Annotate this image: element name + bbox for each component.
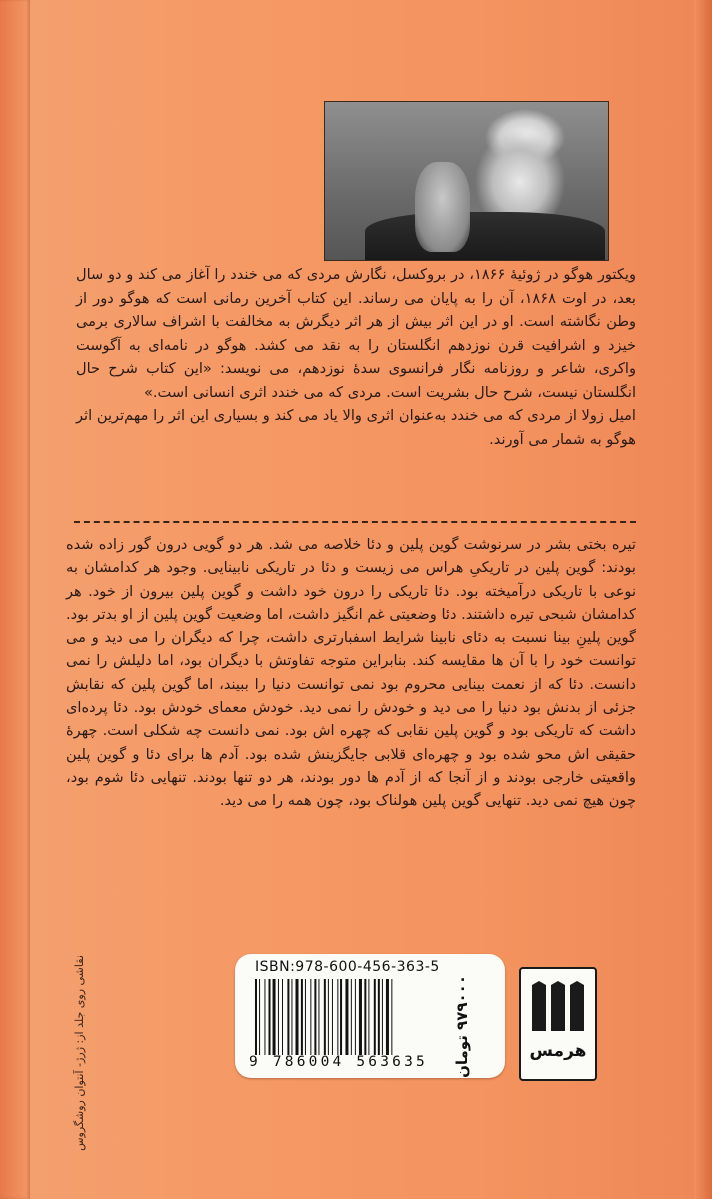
barcode-bar [364,979,366,1055]
barcode-bar [264,979,265,1055]
barcode-bar [386,979,389,1055]
barcode-bar [382,979,383,1055]
book-excerpt [66,533,636,813]
barcode-bar [378,979,380,1055]
barcode-bar [391,979,392,1055]
spine-edge-right [694,0,712,1199]
excerpt-paragraph: تیره بختی بشر در سرنوشت گوین پلین و دئا خلاصه می شد. هر دو گویی درون گور زاده شده بودند: گوین پلین در تاریکیِ هراس می زیست و دئا در تاریکی نابینایی. وجود هر کدامشان به نوعی با تاریکی درآمیخته بود. دئا تاریکی را درون خود داشت و گوین پلین بیرون از خود. هر کدامشان شبحی تیره داشتند. دئا وضعیتی غم انگیز داشت، اما وضعیت گوین پلین از او بدتر بود. گوین پلینِ بینا نسبت به دئای نابینا شرایط اسفبارتری داشت، چرا که دیگران را می دید و می توانست خود را با آن ها مقایسه کند. بنابراین متوجه تفاوتش با دیگران بود، اما دلیلش را نمی دانست. دئا که از نعمت بینایی محروم بود نمی توانست دنیا را ببیند، اما گوین پلین که نقابش جزئی از بدنش بود دنیا را می دید و خودش را نمی دید. خودش معمای خودش بود. دئا پرده‌ای داشت که تاریکی بود و گوین پلین نقابی که چهره اش بود. نمی دانست چه شکلی است. چهرهٔ حقیقی اش محو شده بود و چهره‌ای قلابی جایگزینش شده بود. آدم ها برای دئا و گوین پلین واقعیتی خارجی بودند و از آنجا که از آدم ها دور بودند، هر دو تنها بودند. تنهایی دئا شوم بود، چون هیچ نمی دید. تنهایی گوین پلین هولناک بود، چون همه را می دید. [66,536,636,810]
credit-text: نقاشی روی جلد از: ژرژ- آنتوان روشگروس [73,955,86,1151]
barcode-bar [359,979,362,1055]
barcode-bar [355,979,356,1055]
barcode-bar [324,979,326,1055]
barcode-bar [314,979,316,1055]
barcode-bar [287,979,289,1055]
price-label [453,975,503,1078]
price-text: ۹۷۹۰۰۰ تومان [453,975,471,1078]
bio-paragraph: امیل زولا از مردی که می خندد به‌عنوان اثری والا یاد می کند و بسیاری این اثر را مهم‌ترین اثر هوگو به شمار می آورند. [76,407,636,448]
author-bio [76,263,636,451]
publisher-logo [519,967,597,1081]
barcode-digits: 9 786004 563635 [249,1054,428,1070]
author-portrait [324,101,609,261]
barcode-bar [273,979,276,1055]
barcode-bar [278,979,279,1055]
barcode-bar [328,979,329,1055]
barcode-bar [374,979,376,1055]
publisher-name: هرمس [529,1041,587,1061]
bio-paragraph: ویکتور هوگو در ژوئیهٔ ۱۸۶۶، در بروکسل، نگارش مردی که می خندد را آغاز می کند و دو سال بعد، در اوت ۱۸۶۸، آن را به پایان می رساند. این کتاب آخرین رمانی است که هوگو دور از وطن نگاشته است. او در این اثر بیش از هر اثر دیگرش به مخالفت با اشراف سالاری برمی خیزد و اشرافیت قرن نوزدهم انگلستان را به نقد می کشد. هوگو در نامه‌ای به آگوست واکری، شاعر و روزنامه نگار فرانسوی سدهٔ نوزدهم، می نویسد: «این کتاب شرح حال انگلستان نیست، شرح حال بشریت است. مردی که می خندد اثری انسانی است.» [76,266,637,401]
cover-art-credit [73,928,89,1178]
barcode-bar [301,979,303,1055]
portrait-coat [365,212,605,260]
barcode-bar [305,979,306,1055]
barcode-bar [291,979,292,1055]
barcode-bar [259,979,260,1055]
barcode-bar [282,979,283,1055]
barcode-bar [337,979,338,1055]
barcode-bar [255,979,257,1055]
barcode-bar [269,979,271,1055]
barcode-bar [345,979,348,1055]
barcode-bar [368,979,369,1055]
barcode-bar [318,979,319,1055]
barcode-bar [351,979,352,1055]
book-stack-icon [530,981,586,1035]
barcode-bar [296,979,299,1055]
dashed-divider [74,521,636,523]
barcode-bar [332,979,333,1055]
barcode-bar [340,979,342,1055]
portrait-hand [415,162,470,252]
barcode-bar [310,979,311,1055]
spine-edge-left [0,0,30,1199]
isbn-label: ISBN:978-600-456-363-5 [255,959,440,975]
